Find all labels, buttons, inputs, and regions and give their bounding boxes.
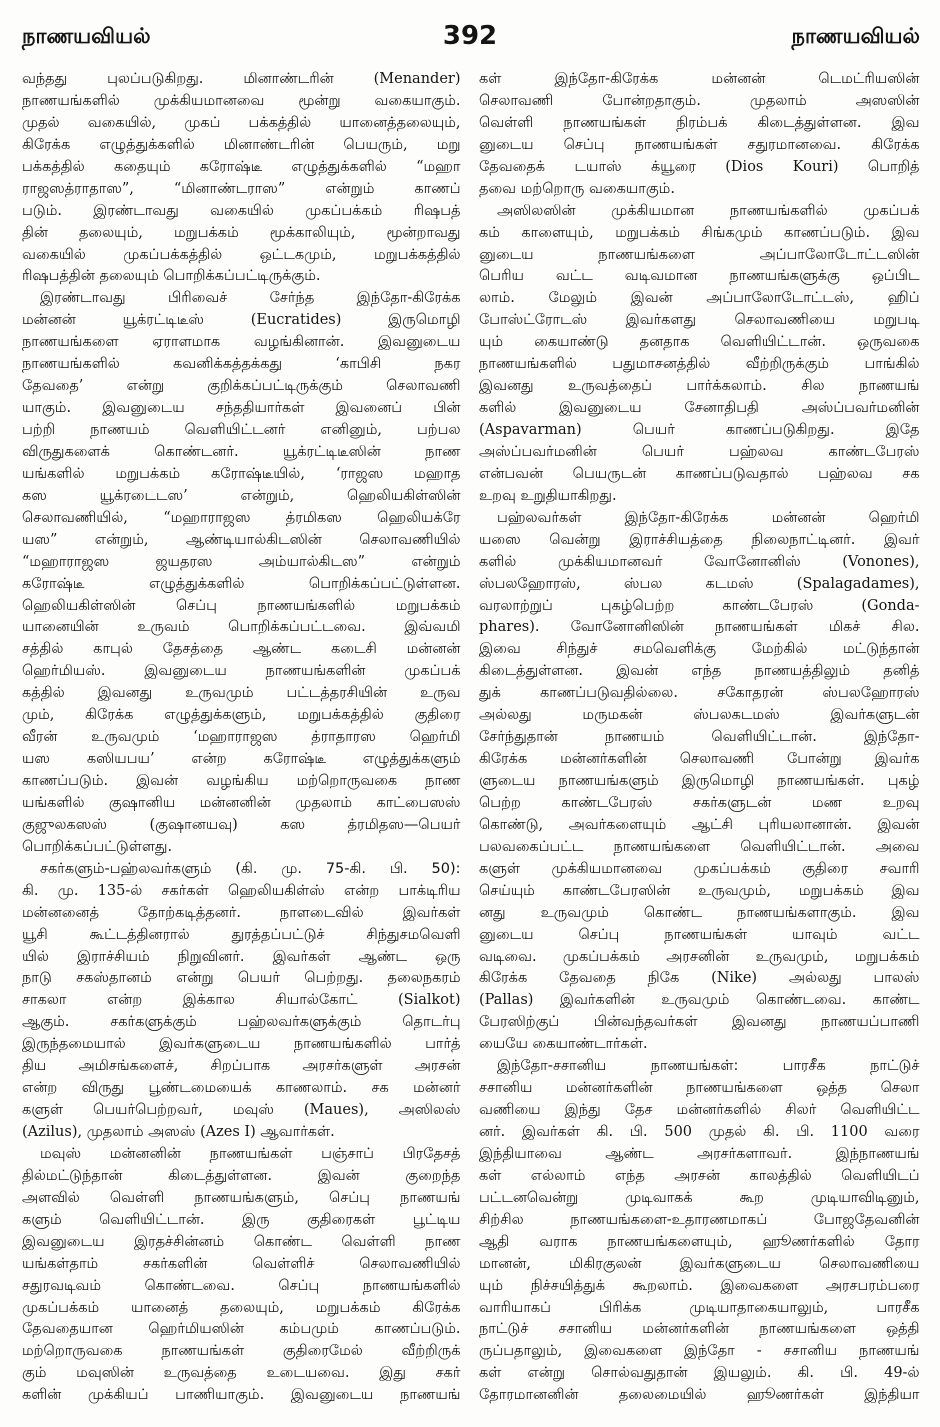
text-line <box>22 442 462 464</box>
line-text: இவை சிந்துச் சமவெளிக்கு மேற்கில் மட்டுந்தான் <box>479 641 920 658</box>
line-text: படும். இரண்டாவது வகையில் முகப்பக்கம் ரிஷபத் <box>22 202 461 219</box>
line-text: தவை மற்றொரு வகையாகும். <box>479 180 675 197</box>
text-line <box>479 157 921 179</box>
line-text: ராஜஸத்ராதாஸ”, “மினாண்டராஸ” என்றும் காணப் <box>22 180 461 197</box>
line-text: என்பவன் பெயருடன் காணப்படுவதால் பஹ்லவ சக <box>479 465 920 482</box>
text-line <box>22 113 462 135</box>
line-text: கும் மவுஸின் உருவத்தை உடையவை. இது சகர் <box>22 1365 461 1382</box>
line-text: திய அமிசங்களைச், சிறப்பாக அரசர்களுள் அரசன் <box>22 1058 461 1075</box>
text-line <box>22 859 462 881</box>
text-line <box>22 398 462 420</box>
text-line <box>22 91 462 113</box>
text-line <box>479 683 921 705</box>
text-line <box>22 552 462 574</box>
text-line <box>479 442 921 464</box>
line-text: கத்தில் இவனது உருவமும் பட்டத்தரசியின் உருவ <box>22 685 461 702</box>
text-line <box>22 617 462 639</box>
text-line <box>22 1385 462 1407</box>
text-line <box>479 1122 921 1144</box>
text-line <box>479 508 921 530</box>
left-column <box>22 69 462 1407</box>
line-text: யங்களில் குஷானிய மன்னனின் முதலாம் காட்பைஸஸ் <box>22 794 461 811</box>
line-text: களுள் பெயர்பெற்றவர், மவுஸ் (Maues), அஸிலஸ் <box>22 1102 461 1119</box>
line-text: யூசி கூட்டத்தினரால் துரத்தப்பட்டுச் சிந்துசமவெளி <box>22 926 461 943</box>
line-text: இருந்தமையால் இவர்களுடைய நாணயங்களில் பார்த் <box>22 1036 461 1053</box>
line-text: வீரன் உருவமும் ‘மஹாராஜஸ த்ராதாரஸ ஹெர்மி <box>22 729 461 746</box>
line-text: கி. மு. 135-ல் சகர்கள் ஹெலியகிள்ஸ் என்ற பாக்டிரிய <box>22 882 461 899</box>
line-text: பஹ்லவர்கள் இந்தோ-கிரேக்க மன்னன் ஹெர்மி <box>497 509 920 526</box>
line-text: காணப்படும். இவன் வழங்கிய மற்றொருவகை நாண <box>22 773 461 789</box>
text-line <box>479 1078 921 1100</box>
text-line <box>22 837 462 859</box>
line-text: தேவதைக் டயாஸ் க்யூரை (Dios Kouri) பொறித் <box>479 158 920 175</box>
text-line <box>479 552 921 574</box>
line-text: ரிஷபத்தின் தலையும் பொறிக்கப்பட்டிருக்கும். <box>22 268 321 285</box>
text-line <box>22 486 462 508</box>
line-text: சிற்சில நாணயங்களை-உதாரணமாகப் போஜதேவனின் <box>479 1211 920 1228</box>
line-text: நாணயங்களில் முக்கியமானவை மூன்று வகையாகும். <box>22 92 461 109</box>
line-text: மற்றொருவகை நாணயங்கள் குதிரைமேல் வீற்றிருக் <box>22 1343 461 1360</box>
text-line <box>22 464 462 486</box>
text-line <box>479 1276 921 1298</box>
text-line <box>479 881 921 903</box>
line-text: னுடைய நாணயங்களை அப்பாலோடோட்டஸின் <box>479 246 920 263</box>
line-text: நாணயங்களில் கவனிக்கத்தக்கது ‘காபிசி நகர <box>22 356 461 373</box>
text-line <box>479 332 921 354</box>
text-line <box>22 179 462 201</box>
line-text: னது உருவமும் கொண்ட நாணயங்களாகும். இவ <box>479 904 920 921</box>
text-line <box>22 661 462 683</box>
text-line <box>479 486 921 508</box>
line-text: யானையின் உருவம் பொறிக்கப்பட்டவை. இவ்வமி <box>22 619 461 636</box>
text-line <box>479 1232 921 1254</box>
text-line <box>479 925 921 947</box>
line-text: என்ற விருது பூண்டமையைக் காணலாம். சக மன்னர் <box>22 1080 461 1097</box>
line-text: முதல் வகையில், முகப் பக்கத்தில் யானைத்தலையும், <box>22 114 461 131</box>
text-line <box>479 1254 921 1276</box>
text-line <box>479 639 921 661</box>
text-line <box>22 1078 462 1100</box>
line-text: பலவகைப்பட்ட நாணயங்களை வெளியிட்டான். அவை <box>479 838 920 855</box>
line-text: முகப்பக்கம் யானைத் தலையும், மறுபக்கம் கிரேக்க <box>22 1299 461 1316</box>
line-text: பொறிக்கப்பட்டுள்ளது. <box>22 838 173 855</box>
text-line <box>22 947 462 969</box>
line-text: சத்தில் காபுல் தேசத்தை ஆண்ட கடைசி மன்னன் <box>22 641 461 658</box>
line-text: இந்தியாவை ஆண்ட அரசர்களாவர். இந்நாணயங் <box>479 1145 920 1162</box>
text-line <box>22 925 462 947</box>
text-line <box>22 1188 462 1210</box>
text-line <box>479 201 921 223</box>
line-text: தின் தலையும், மறுபக்கம் மூக்காலியும், மூன்றாவது <box>22 224 461 241</box>
line-text: யும் கையாண்டு தனதாக வெளியிட்டான். ஒருவகை <box>479 334 920 351</box>
text-line <box>22 793 462 815</box>
text-line <box>479 1363 921 1385</box>
paragraph <box>22 859 462 1144</box>
text-run: பாரசீக நாட்டுச் <box>782 1058 920 1075</box>
text-line <box>22 749 462 771</box>
line-text: அஸ்ப்பவர்மனின் பெயர் பஹ்லவ காண்டபேரஸ் <box>479 443 920 460</box>
paragraph <box>479 69 921 201</box>
line-text: தேவதையான ஹெர்மியஸின் கம்பமும் காணப்படும். <box>22 1321 461 1338</box>
text-line <box>479 1166 921 1188</box>
text-line <box>479 464 921 486</box>
line-text: அல்லது மருமகன் ஸ்பலகடமஸ் இவர்களுடன் <box>479 707 920 724</box>
text-line <box>479 288 921 310</box>
line-text: யையே கையாண்டார்கள். <box>479 1036 648 1053</box>
text-line <box>22 574 462 596</box>
right-column <box>479 69 921 1407</box>
line-text: கரோஷ்டீ எழுத்துக்களில் பொறிக்கப்பட்டுள்ளன. <box>22 575 461 592</box>
header-right-title: நாணயவியல் <box>791 24 920 48</box>
section-heading: சகர்களும்-பஹ்லவர்களும் (கி. மு. 75-கி. பி. 50): <box>40 860 461 877</box>
text-line <box>479 91 921 113</box>
line-text: யஸை வென்று இராச்சியத்தை நிலைநாட்டினர். இவர் <box>479 531 920 548</box>
text-line <box>22 596 462 618</box>
text-line <box>22 1276 462 1298</box>
line-text: தேவதை’ என்று குறிக்கப்பட்டிருக்கும் செலாவணி <box>22 378 461 395</box>
line-text <box>40 861 461 877</box>
text-line <box>479 749 921 771</box>
text-line <box>479 1144 921 1166</box>
line-text: பக்கத்தில் கதையும் கரோஷ்டீ எழுத்துக்களில் “மஹா <box>22 158 461 175</box>
text-line <box>22 266 462 288</box>
line-text: பெற்ற காண்டபேரஸ் சகர்களுடன் மண உறவு <box>479 794 920 811</box>
line-text: உறவு உறுதியாகிறது. <box>479 487 617 504</box>
text-line <box>22 288 462 310</box>
text-line <box>22 310 462 332</box>
line-text <box>497 1058 920 1074</box>
line-text: கிரேக்க எழுத்துக்களில் மினாண்டரின் பெயரும், மறு <box>22 136 461 153</box>
line-text: மும், கிரேக்க எழுத்துக்களும், மறுபக்கத்தில் குதிரை <box>22 707 461 724</box>
line-text: னுடைய செப்பு நாணயங்கள் யாவும் வட்ட <box>479 926 920 943</box>
text-line <box>479 1298 921 1320</box>
text-line <box>479 771 921 793</box>
line-text: செய்யும் காண்டபேரஸின் உருவமும், மறுபக்கம் இவ <box>479 882 920 899</box>
line-text: செலாவணி போன்றதாகும். முதலாம் அஸஸின் <box>479 92 920 109</box>
text-line <box>479 1210 921 1232</box>
text-line <box>22 245 462 267</box>
line-text: ருப்பதாலும், இவைகளை இந்தோ - சசானிய நாணயங் <box>479 1343 920 1360</box>
line-text: லாம். மேலும் இவன் அப்பாலோடோட்டஸ், ஹிப் <box>479 290 920 307</box>
text-line <box>22 1034 462 1056</box>
text-line <box>22 135 462 157</box>
line-text: னர். இவர்கள் கி. பி. 500 முதல் கி. பி. 1100 வரை <box>479 1124 920 1140</box>
text-line <box>479 113 921 135</box>
text-line <box>479 596 921 618</box>
text-line <box>479 574 921 596</box>
line-text: இரண்டாவது பிரிவைச் சேர்ந்த இந்தோ-கிரேக்க <box>40 290 461 307</box>
line-text: விருதுகளைக் கொண்டனர். யூக்ரட்டிடீஸின் நாண <box>22 443 461 460</box>
text-line <box>22 1100 462 1122</box>
line-text: “மஹாராஜஸ ஜயதரஸ அம்யால்கிடஸ” என்றும் <box>22 553 461 570</box>
line-text: வந்தது புலப்படுகிறது. மினாண்டரின் (Menander) <box>22 71 461 87</box>
text-line <box>479 135 921 157</box>
text-line <box>22 354 462 376</box>
text-line <box>22 1012 462 1034</box>
line-text: கிரேக்க தேவதை நிகே (Nike) அல்லது பாலஸ் <box>479 970 920 987</box>
line-text: வணியை இந்து தேச மன்னர்களில் சிலர் வெளியிட்ட <box>479 1102 920 1119</box>
text-line <box>479 223 921 245</box>
text-line <box>479 1034 921 1056</box>
text-line <box>22 639 462 661</box>
text-line <box>22 1232 462 1254</box>
paragraph <box>22 69 462 288</box>
text-line <box>479 903 921 925</box>
line-text: கொண்டு, அவர்களையும் ஆட்சி புரியலானான். இவன் <box>479 816 920 833</box>
line-text: ஆதி வராக நாணயங்களையும், ஹூணர்களில் தோர <box>479 1233 920 1250</box>
line-text: ஆகும். சகர்களுக்கும் பஹ்லவர்களுக்கும் தொடர்பு <box>22 1014 461 1031</box>
line-text: (Pallas) இவர்களின் உருவமும் கொண்டவை. காண்ட <box>479 992 920 1009</box>
text-line <box>22 1319 462 1341</box>
line-text: கள் இந்தோ-கிரேக்க மன்னன் டெமட்ரியஸின் <box>479 71 920 87</box>
section-heading: இந்தோ-சசானிய நாணயங்கள்: <box>497 1058 739 1075</box>
line-text: நாணயங்களை ஏராளமாக வழங்கினான். இவனுடைய <box>22 334 461 351</box>
line-text: யாகும். இவனுடைய சந்ததியார்கள் இவனைப் பின் <box>22 400 461 417</box>
line-text: போஸ்ட்ரோடஸ் இவர்களது செலாவணியை மறுபடி <box>479 312 920 329</box>
text-line <box>22 1166 462 1188</box>
text-line <box>22 727 462 749</box>
text-line <box>22 968 462 990</box>
text-line <box>22 881 462 903</box>
text-line <box>22 815 462 837</box>
text-line <box>479 968 921 990</box>
text-line <box>479 376 921 398</box>
line-text: ளுடைய நாணயங்களும் இருமொழி நாணயங்கள். புகழ் <box>479 773 920 789</box>
line-text: மன்னன் யூக்ரட்டிடீஸ் (Eucratides) இருமொழி <box>22 312 461 329</box>
text-line <box>479 530 921 552</box>
text-line <box>479 727 921 749</box>
text-line <box>479 947 921 969</box>
text-line <box>22 1254 462 1276</box>
paragraph <box>22 1144 462 1407</box>
line-text: பற்றி நாணயம் வெளியிட்டனர் எனினும், பற்பல <box>22 422 461 438</box>
line-text: அஸிலஸின் முக்கியமான நாணயங்களில் முகப்பக் <box>497 202 920 219</box>
paragraph <box>479 1056 921 1407</box>
text-line <box>479 793 921 815</box>
text-line <box>22 1144 462 1166</box>
paragraph <box>479 201 921 508</box>
text-line <box>22 69 462 91</box>
line-text: சாகலா என்ற இக்கால சியால்கோட் (Sialkot) <box>22 992 461 1009</box>
header-left-title: நாணயவியல் <box>22 24 151 48</box>
text-line <box>479 354 921 376</box>
line-text: சேர்ந்துதான் நாணயம் வெளியிட்டான். இந்தோ- <box>479 729 920 746</box>
text-line <box>22 990 462 1012</box>
text-line <box>479 179 921 201</box>
text-line <box>22 530 462 552</box>
line-text: நாடு சகஸ்தானம் என்று பெயர் பெற்றது. தலைநகரம் <box>22 970 461 987</box>
text-line <box>479 859 921 881</box>
text-line <box>479 69 921 91</box>
text-line <box>479 398 921 420</box>
text-line <box>22 1122 462 1144</box>
text-line <box>22 1298 462 1320</box>
line-text: தில்மட்டுந்தான் கிடைத்துள்ளன. இவன் குறைந்த <box>22 1167 461 1184</box>
line-text: பேரஸிற்குப் பின்வந்தவர்கள் இவனது நாணயப்பாணி <box>479 1014 920 1031</box>
text-line <box>22 508 462 530</box>
line-text: கஸ யூக்ரடைடஸ’ என்றும், ஹெலியகிள்ஸின் <box>22 487 461 504</box>
text-line <box>479 1056 921 1078</box>
text-line <box>22 1363 462 1385</box>
text-line <box>22 771 462 793</box>
paragraph <box>22 288 462 858</box>
line-text: சசானிய மன்னர்களின் நாணயங்களை ஒத்த செலா <box>479 1080 920 1097</box>
line-text: பெரிய வட்ட வடிவமான நாணயங்களுக்கு ஒப்பிட <box>479 268 920 285</box>
page-number: 392 <box>442 21 498 51</box>
line-text: இவனுடைய இரதச்சின்னம் கொண்ட வெள்ளி நாண <box>22 1233 461 1250</box>
line-text: யங்களில் மறுபக்கம் கரோஷ்டீயில், ‘ராஜஸ மஹாத <box>22 465 461 482</box>
paragraph <box>479 508 921 1056</box>
text-line <box>22 1056 462 1078</box>
text-line <box>479 815 921 837</box>
line-text: யஸ” என்றும், ஆண்டியால்கிடஸின் செலாவணியில் <box>22 531 461 548</box>
line-text: னுடைய செப்பு நாணயங்கள் சதுரமானவை. கிரேக்க <box>479 136 920 153</box>
text-line <box>479 661 921 683</box>
line-text: அளவில் வெள்ளி நாணயங்களும், செப்பு நாணயங் <box>22 1189 461 1206</box>
line-text: வெள்ளி நாணயங்கள் நிரம்பக் கிடைத்துள்ளன. இவ <box>479 114 920 131</box>
text-line <box>22 332 462 354</box>
text-line <box>22 705 462 727</box>
line-text: களில் இவனுடைய சேனாதிபதி அஸ்ப்பவர்மனின் <box>479 400 920 417</box>
line-text: களில் முக்கியமானவர் வோனோனிஸ் (Vonones), <box>479 553 920 570</box>
text-line <box>479 705 921 727</box>
text-line <box>479 1188 921 1210</box>
text-line <box>479 990 921 1012</box>
line-text: குஜுலகஸஸ் (குஷானயவு) கஸ த்ரமிதஸ—பெயர் <box>22 816 461 833</box>
line-text: ஸ்பலஹோரஸ், ஸ்பல கடமஸ் (Spalagadames), <box>479 575 920 592</box>
line-text: தோரமானனின் தலைமையில் ஹூணர்கள் இந்தியா <box>479 1387 920 1404</box>
text-line <box>22 1341 462 1363</box>
text-line <box>479 266 921 288</box>
text-line <box>22 201 462 223</box>
line-text: மன்னனைத் தோற்கடித்தனர். நாளடைவில் இவர்கள் <box>22 904 461 921</box>
line-text: களின் முக்கியப் பாணியாகும். இவனுடைய நாணயங் <box>22 1387 461 1404</box>
text-line <box>22 157 462 179</box>
line-text: வடிவை. முகப்பக்கம் அரசனின் உருவமும், மறுபக்கம் <box>479 948 920 965</box>
line-text: (Aspavarman) பெயர் காணப்படுகிறது. இதே <box>479 422 920 438</box>
line-text: ஹெர்மியஸ். இவனுடைய நாணயங்களின் முகப்பக் <box>22 663 461 680</box>
text-line <box>479 245 921 267</box>
line-text: கள் எல்லாம் எந்த அரசன் காலத்தில் வெளியிடப் <box>479 1167 920 1184</box>
text-line <box>479 1341 921 1363</box>
line-text: நாட்டுச் சசானிய மன்னர்களின் நாணயங்களை ஒத்தி <box>479 1321 920 1338</box>
line-text: கிடைத்துள்ளன. இவன் எந்த நாணயத்திலும் தனித் <box>479 663 920 680</box>
line-text: களும் வெளியிட்டான். இரு குதிரைகள் பூட்டிய <box>22 1211 461 1228</box>
line-text: நாணயங்களில் பதுமாசனத்தில் வீற்றிருக்கும் பாங்கில் <box>479 356 920 373</box>
line-text: (Azilus), முதலாம் அஸஸ் (Azes I) ஆவார்கள். <box>22 1124 335 1140</box>
text-line <box>479 1319 921 1341</box>
text-line <box>22 1210 462 1232</box>
text-line <box>479 1100 921 1122</box>
line-text: இவனது உருவத்தைப் பார்க்கலாம். சில நாணயங் <box>479 378 920 395</box>
line-text: வகையில் முகப்பக்கத்தில் ஒட்டகமும், மறுபக்கத்தில் <box>22 246 461 263</box>
text-line <box>22 223 462 245</box>
line-text: கிரேக்க மன்னர்களின் செலாவணி போன்று இவர்க <box>479 751 920 768</box>
line-text: யும் நிச்சயித்துக் கூறலாம். இவைகளை அரசபரம்பரை <box>479 1277 920 1294</box>
text-line <box>479 617 921 639</box>
line-text: மானன், மிகிரகுலன் இவர்களுடைய செலாவணியை <box>479 1255 920 1272</box>
text-line <box>479 1012 921 1034</box>
line-text: வரலாற்றுப் புகழ்பெற்ற காண்டபேரஸ் (Gonda- <box>479 597 920 614</box>
line-text: செலாவணியில், “மஹாராஜஸ த்ரமிகஸ ஹெலியக்ரே <box>22 509 461 526</box>
line-text: சதுரவடிவம் கொண்டவை. செப்பு நாணயங்களில் <box>22 1277 461 1294</box>
line-text: யஸ கஸியபய’ என்ற கரோஷ்டீ எழுத்துக்களும் <box>22 751 461 768</box>
text-line <box>22 903 462 925</box>
text-line <box>479 310 921 332</box>
text-line <box>479 837 921 859</box>
line-text: களுள் முக்கியமானவை முகப்பக்கம் குதிரை சவாரி <box>479 860 920 877</box>
line-text: கள் என்று சொல்வதுதான் இயலும். கி. பி. 49-ல் <box>479 1365 920 1382</box>
line-text: phares). வோனோனிஸின் நாணயங்கள் மிகச் சில. <box>479 619 920 636</box>
line-text: துக் காணப்படுவதில்லை. சகோதரன் ஸ்பலஹோரஸ் <box>479 685 920 702</box>
text-line <box>22 683 462 705</box>
line-text: பட்டனவென்று முடிவாகக் கூற முடியாவிடினும், <box>479 1189 920 1206</box>
line-text: கம் காளையும், மறுபக்கம் சிங்கமும் காணப்படும். இவ <box>479 224 920 241</box>
text-line <box>479 1385 921 1407</box>
line-text: யங்கள்தாம் சகர்களின் வெள்ளிச் செலாவணியில் <box>22 1255 461 1272</box>
text-line <box>22 376 462 398</box>
text-line <box>479 420 921 442</box>
line-text: யில் இராச்சியம் நிறுவினர். இவர்கள் ஆண்ட ஒரு <box>22 948 461 965</box>
line-text: வாரியாகப் பிரிக்க முடியாதாகையாலும், பாரசீக <box>479 1299 920 1316</box>
text-line <box>22 420 462 442</box>
line-text: மவுஸ் மன்னனின் நாணயங்கள் பஞ்சாப் பிரதேசத் <box>40 1145 461 1162</box>
line-text: ஹெலியகிள்ஸின் செப்பு நாணயங்களில் மறுபக்கம் <box>22 597 461 614</box>
